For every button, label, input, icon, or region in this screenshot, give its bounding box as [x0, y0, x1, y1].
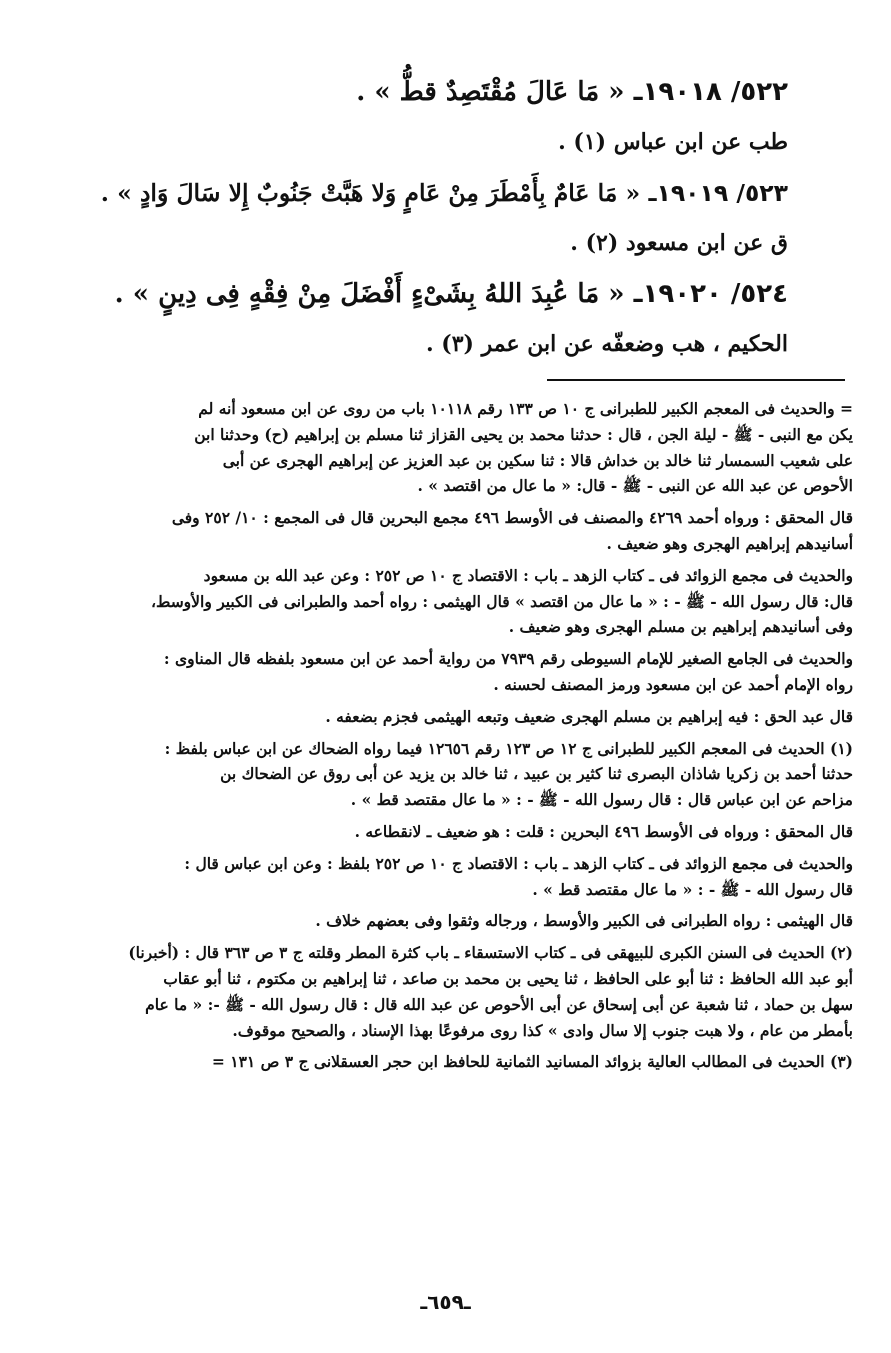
hadith-source: طب عن ابن عباس (١) . [558, 129, 788, 155]
hadith-523 [88, 167, 788, 219]
footnote-paragraph [38, 940, 853, 1043]
footnote-line: والحديث فى مجمع الزوائد فى ـ كتاب الزهد ـ باب : الاقتصاد ج ١٠ ص ٢٥٢ : وعن عبد الله بن مسعود [203, 565, 853, 585]
footnote-line: مزاحم عن ابن عباس قال : قال رسول الله - ﷺ - : « ما عال مقتصد قط » . [350, 790, 853, 810]
footnote-line: قال: قال رسول الله - ﷺ - : « ما عال من اقتصد » قال الهيثمى : رواه أحمد والطبرانى فى الكبير والأوسط، [150, 591, 853, 611]
footnote-separator [547, 379, 845, 381]
footnote-line: يكن مع النبى - ﷺ - ليلة الجن ، قال : حدثنا محمد بن يحيى القزاز ثنا مسلم بن إبراهيم (ح) وحدثنا ابن [194, 424, 853, 444]
footnote-line: = والحديث فى المعجم الكبير للطبرانى ج ١٠ ص ١٣٣ رقم ١٠١١٨ باب من روى عن ابن مسعود أنه لم [198, 399, 853, 418]
page-number: ـ٦٥٩ـ [420, 1290, 471, 1314]
hadith-number: ٥٢٤/ ١٩٠٢٠ـ [633, 279, 788, 309]
footnote-line: بأمطر من عام ، ولا هبت جنوب إلا سال وادى » كذا روى مرفوعًا بهذا الإسناد ، والصحيح موقوف. [232, 1020, 853, 1040]
footnote-line: قال عبد الحق : فيه إبراهيم بن مسلم الهجرى ضعيف وتبعه الهيثمى فجزم بضعفه . [325, 706, 853, 726]
footnote-paragraph [38, 819, 853, 845]
footnote-line: قال المحقق : ورواه أحمد ٤٢٦٩ والمصنف فى الأوسط ٤٩٦ مجمع البحرين قال فى المجمع : ١٠/ ٢٥٢ وفى [171, 508, 853, 528]
footnote-paragraph [38, 1049, 853, 1075]
footnote-line: سهل بن حماد ، ثنا شعبة عن أبى إسحاق عن أبى الأحوص عن عبد الله قال : قال رسول الله - ﷺ -: « ما عام [145, 994, 853, 1014]
footnote-line: رواه الإمام أحمد عن ابن مسعود ورمز المصنف لحسنه . [493, 674, 853, 694]
footnote-paragraph [38, 563, 853, 640]
footnote-line: وفى أسانيدهم إبراهيم بن مسلم الهجرى وهو ضعيف . [508, 617, 853, 637]
footnote-line: حدثنا أحمد بن زكريا شاذان البصرى ثنا كثير بن عبيد ، ثنا خالد بن يزيد عن أبى روق عن الضحاك بن [220, 764, 853, 784]
footnote-line: (٣) الحديث فى المطالب العالية بزوائد المسانيد الثمانية للحافظ ابن حجر العسقلانى ج ٣ ص ١٣١ = [211, 1052, 853, 1072]
footnote-paragraph [38, 505, 853, 557]
footnote-line: والحديث فى الجامع الصغير للإمام السيوطى رقم ٧٩٣٩ من رواية أحمد عن ابن مسعود بلفظه قال المناوى : [163, 649, 853, 669]
hadith-522 [88, 66, 788, 118]
footnotes [38, 396, 853, 1081]
footnote-line: (١) الحديث فى المعجم الكبير للطبرانى ج ١٢ ص ١٢٣ رقم ١٢٦٥٦ فيما رواه الضحاك عن ابن عباس بلفظ : [164, 738, 853, 758]
footnote-paragraph [38, 646, 853, 698]
footnote-paragraph [38, 396, 853, 499]
hadith-number: ٥٢٢/ ١٩٠١٨ـ [633, 77, 788, 107]
footnote-line: (٢) الحديث فى السنن الكبرى للبيهقى فى ـ كتاب الاستسقاء ـ باب كثرة المطر وقلته ج ٣ ص ٣٦٣ قال : (أخبرنا) [128, 943, 853, 963]
hadith-source: الحكيم ، هب وضعفّه عن ابن عمر (٣) . [425, 331, 788, 357]
footnote-line: الأحوص عن عبد الله عن النبى - ﷺ - قال: « ما عال من اقتصد » . [417, 476, 853, 496]
hadith-text: « مَا عَالَ مُقْتَصِدٌ قطُّ » . [356, 77, 625, 107]
footnote-line: قال الهيثمى : رواه الطبرانى فى الكبير والأوسط ، ورجاله وثقوا وفى بعضهم خلاف . [315, 911, 853, 931]
footnote-line: قال المحقق : ورواه فى الأوسط ٤٩٦ البحرين : قلت : هو ضعيف ـ لانقطاعه . [354, 821, 853, 841]
hadith-text: « مَا عُبِدَ اللهُ بِشَىْءٍ أَفْضَلَ مِنْ فِقْهٍ فِى دِينٍ » . [114, 279, 625, 309]
footnote-paragraph [38, 736, 853, 813]
hadith-text: « مَا عَامٌ بِأَمْطَرَ مِنْ عَامٍ وَلا هَبَّتْ جَنُوبٌ إِلا سَالَ وَادٍ » . [100, 179, 641, 207]
footnote-line: أبو عبد الله الحافظ : ثنا أبو على الحافظ ، ثنا يحيى بن محمد بن صاعد ، ثنا إبراهيم بن مكتوم ، ثنا أبو عقاب [163, 968, 853, 988]
hadith-number: ٥٢٣/ ١٩٠١٩ـ [648, 179, 788, 207]
main-text [88, 66, 788, 369]
hadith-524 [88, 268, 788, 320]
footnote-line: على شعيب السمسار ثنا خالد بن خداش قالا : ثنا سكين بن عبد العزيز عن إبراهيم الهجرى عن أبى [222, 450, 853, 470]
footnote-paragraph [38, 908, 853, 934]
footnote-paragraph [38, 851, 853, 903]
footnote-paragraph [38, 704, 853, 730]
hadith-source: ق عن ابن مسعود (٢) . [570, 230, 788, 256]
footnote-line: والحديث فى مجمع الزوائد فى ـ كتاب الزهد ـ باب : الاقتصاد ج ١٠ ص ٢٥٢ بلفظ : وعن ابن عباس قال : [184, 853, 853, 873]
footnote-line: أسانيدهم إبراهيم الهجرى وهو ضعيف . [606, 533, 853, 553]
footnote-line: قال رسول الله - ﷺ - : « ما عال مقتصد قط » . [532, 879, 853, 899]
